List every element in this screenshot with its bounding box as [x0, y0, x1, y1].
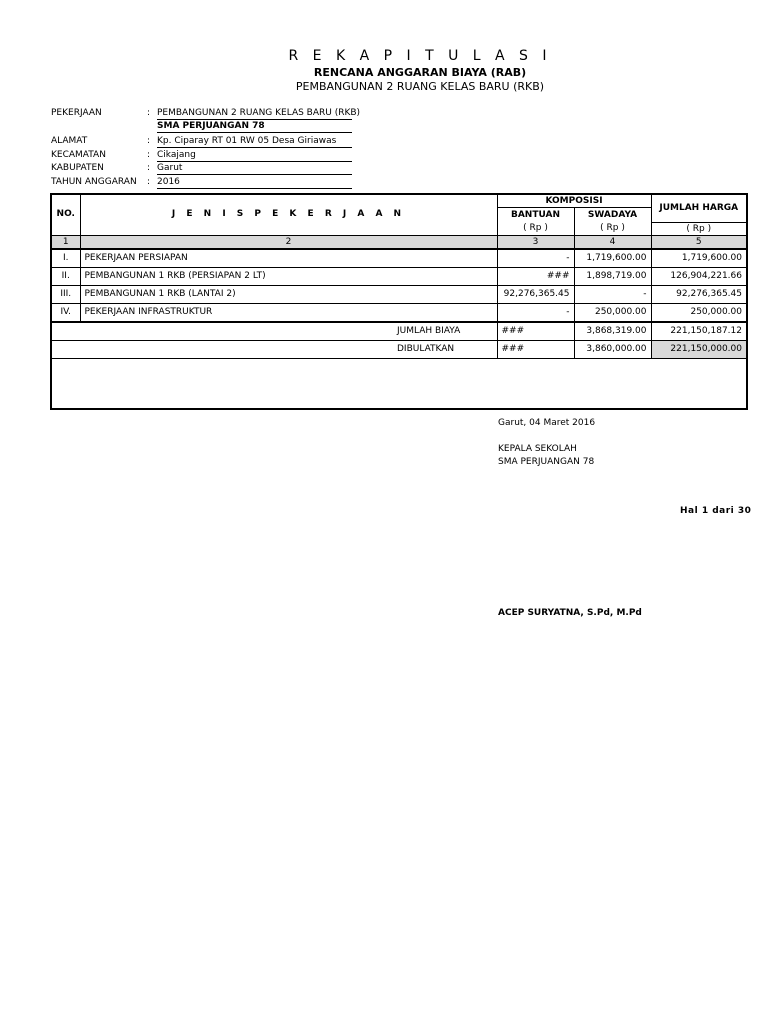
row-jumlah: 92,276,365.45	[651, 285, 747, 303]
row-bantuan: ###	[497, 267, 574, 285]
pekerjaan-value: PEMBANGUNAN 2 RUANG KELAS BARU (RKB)	[157, 108, 361, 118]
total-row	[51, 322, 747, 341]
total-jumlah: 221,150,187.12	[651, 322, 747, 341]
col-no-header: NO.	[51, 194, 80, 235]
kecamatan-value: Cikajang	[157, 149, 352, 162]
rounded-label: DIBULATKAN	[51, 340, 497, 358]
colon: :	[147, 108, 151, 118]
rab-table	[50, 193, 748, 410]
rounded-row	[51, 340, 747, 358]
signer-role: KEPALA SEKOLAH	[498, 444, 577, 454]
col-swadaya-header: SWADAYA	[574, 208, 651, 223]
rounded-jumlah: 221,150,000.00	[651, 340, 747, 358]
row-jumlah: 250,000.00	[651, 303, 747, 322]
kabupaten-value: Garut	[157, 162, 352, 175]
document-title: R E K A P I T U L A S I	[288, 48, 552, 64]
col-jumlah-header: JUMLAH HARGA	[651, 194, 747, 222]
col-bantuan-header: BANTUAN	[497, 208, 574, 223]
pekerjaan-label: PEKERJAAN	[51, 108, 102, 118]
table-row	[51, 285, 747, 303]
table-row	[51, 249, 747, 268]
table-row	[51, 267, 747, 285]
row-bantuan: 92,276,365.45	[497, 285, 574, 303]
rounded-swadaya: 3,860,000.00	[574, 340, 651, 358]
row-bantuan: -	[497, 249, 574, 268]
index-cell: 5	[651, 235, 747, 249]
row-jenis: PEKERJAAN PERSIAPAN	[80, 249, 497, 268]
col-jenis-header: J E N I S P E K E R J A A N	[80, 194, 497, 235]
kecamatan-label: KECAMATAN	[51, 150, 106, 160]
colon: :	[147, 177, 151, 187]
row-jenis: PEMBANGUNAN 1 RKB (PERSIAPAN 2 LT)	[80, 267, 497, 285]
signer-school: SMA PERJUANGAN 78	[498, 457, 595, 467]
total-swadaya: 3,868,319.00	[574, 322, 651, 341]
unit-label: ( Rp )	[574, 222, 651, 235]
page-number: Hal 1 dari 30	[680, 506, 752, 516]
row-swadaya: 1,898,719.00	[574, 267, 651, 285]
row-bantuan: -	[497, 303, 574, 322]
unit-label: ( Rp )	[497, 222, 574, 235]
row-jenis: PEMBANGUNAN 1 RKB (LANTAI 2)	[80, 285, 497, 303]
row-jumlah: 1,719,600.00	[651, 249, 747, 268]
tahun-label: TAHUN ANGGARAN	[51, 177, 137, 187]
place-date: Garut, 04 Maret 2016	[498, 418, 596, 428]
index-cell: 4	[574, 235, 651, 249]
row-no: I.	[51, 249, 80, 268]
unit-label: ( Rp )	[651, 222, 747, 235]
kabupaten-label: KABUPATEN	[51, 163, 104, 173]
alamat-value: Kp. Ciparay RT 01 RW 05 Desa Giriawas	[157, 135, 352, 148]
blank-row	[51, 358, 747, 409]
row-no: II.	[51, 267, 80, 285]
index-cell: 3	[497, 235, 574, 249]
row-no: IV.	[51, 303, 80, 322]
alamat-label: ALAMAT	[51, 136, 88, 146]
school-name: SMA PERJUANGAN 78	[157, 120, 352, 133]
row-no: III.	[51, 285, 80, 303]
row-jenis: PEKERJAAN INFRASTRUKTUR	[80, 303, 497, 322]
signer-name: ACEP SURYATNA, S.Pd, M.Pd	[498, 608, 642, 618]
project-title: PEMBANGUNAN 2 RUANG KELAS BARU (RKB)	[295, 80, 545, 93]
colon: :	[147, 150, 151, 160]
colon: :	[147, 163, 151, 173]
table-row	[51, 303, 747, 322]
row-jumlah: 126,904,221.66	[651, 267, 747, 285]
total-bantuan: ###	[497, 322, 574, 341]
total-label: JUMLAH BIAYA	[51, 322, 497, 341]
row-swadaya: -	[574, 285, 651, 303]
rounded-bantuan: ###	[497, 340, 574, 358]
col-komposisi-header: KOMPOSISI	[497, 194, 651, 208]
tahun-value: 2016	[157, 176, 352, 189]
index-cell: 2	[80, 235, 497, 249]
document-subtitle: RENCANA ANGGARAN BIAYA (RAB)	[313, 66, 527, 79]
row-swadaya: 250,000.00	[574, 303, 651, 322]
colon: :	[147, 136, 151, 146]
row-swadaya: 1,719,600.00	[574, 249, 651, 268]
index-cell: 1	[51, 235, 80, 249]
